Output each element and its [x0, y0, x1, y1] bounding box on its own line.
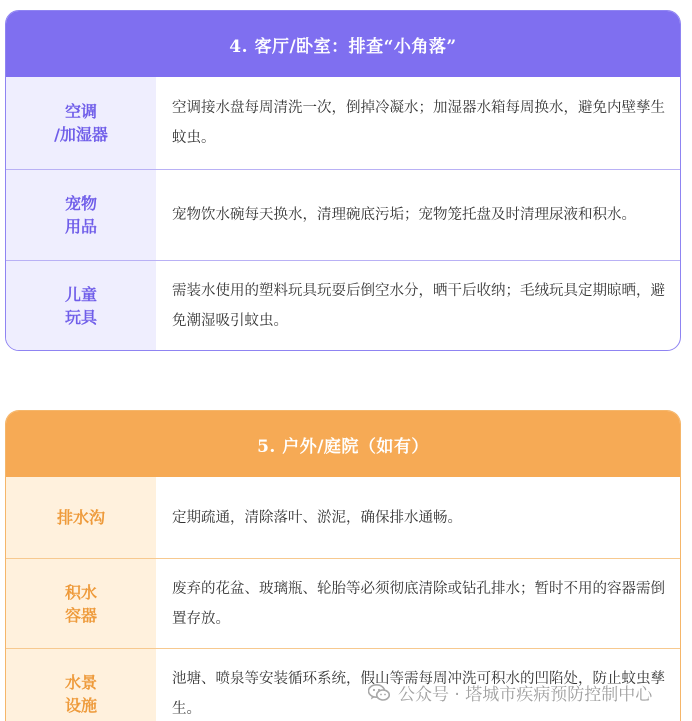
row-description: 定期疏通，清除落叶、淤泥，确保排水通畅。 [172, 509, 462, 526]
table-row [6, 77, 680, 169]
row-description: 宠物饮水碗每天换水，清理碗底污垢；宠物笼托盘及时清理尿液和积水。 [172, 207, 636, 223]
row-description: 池塘、喷泉等安装循环系统，假山等需每周冲洗可积水的凹陷处，防止蚊虫孳生。 [172, 670, 665, 717]
row-label [6, 77, 156, 169]
row-label [6, 649, 156, 721]
row-label-line1: 水景 [64, 672, 97, 692]
table-row [6, 260, 680, 351]
row-label [6, 559, 156, 648]
row-label-line2: 容器 [64, 605, 97, 625]
watermark [368, 680, 652, 705]
living-bedroom-card [5, 10, 681, 351]
row-label-line2: 设施 [64, 695, 97, 715]
row-label-line1: 儿童 [64, 285, 97, 304]
row-description: 空调接水盘每周清洗一次，倒掉冷凝水；加湿器水箱每周换水，避免内壁孳生蚊虫。 [172, 100, 665, 146]
row-label [6, 261, 156, 351]
table-row [6, 477, 680, 558]
table-row [6, 169, 680, 260]
row-label [6, 477, 156, 558]
row-label-line1: 积水 [64, 582, 97, 602]
section-4-title: 4. 客厅/卧室：排查“小角落” [6, 11, 680, 77]
row-label-line1: 宠物 [64, 194, 97, 213]
outdoor-yard-card [5, 410, 681, 721]
section-5-title: 5. 户外/庭院（如有） [6, 411, 680, 477]
row-label-line1: 空调 [64, 102, 97, 121]
row-label-line2: 用品 [64, 217, 97, 236]
table-row [6, 558, 680, 648]
row-label-line2: /加湿器 [54, 125, 108, 144]
row-description: 废弃的花盆、玻璃瓶、轮胎等必须彻底清除或钻孔排水；暂时不用的容器需倒置存放。 [172, 580, 665, 627]
wechat-icon [368, 684, 390, 702]
row-description: 需装水使用的塑料玩具玩耍后倒空水分，晒干后收纳；毛绒玩具定期晾晒，避免潮湿吸引蚊虫。 [172, 283, 665, 329]
watermark-text: 公众号 · 塔城市疾病预防控制中心 [398, 685, 653, 705]
row-label-line2: 玩具 [64, 308, 97, 327]
row-label-line1: 排水沟 [56, 508, 105, 527]
row-label [6, 170, 156, 260]
